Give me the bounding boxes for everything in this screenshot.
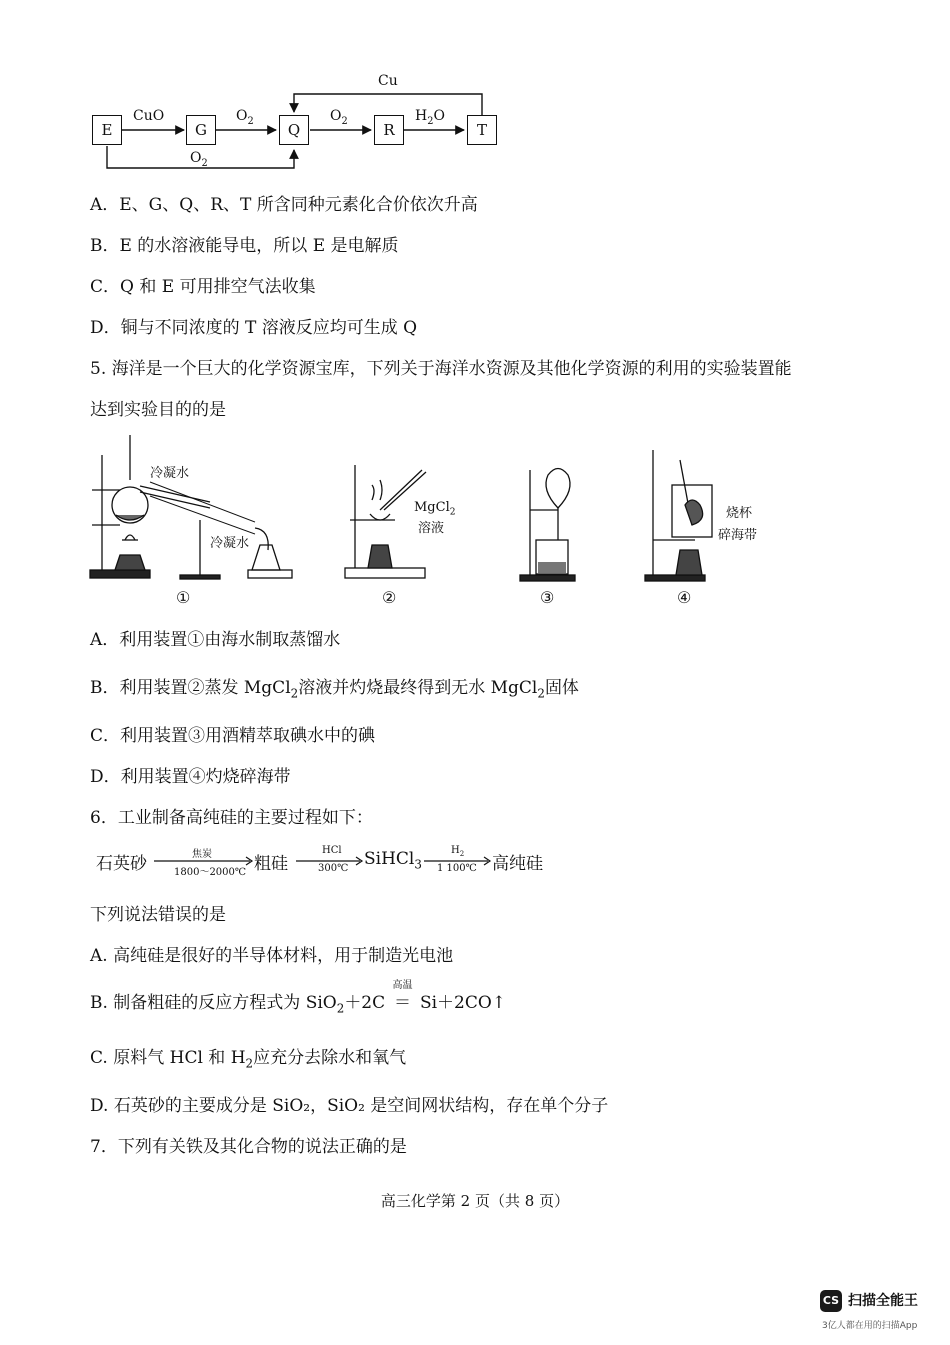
q6-sub-stem: 下列说法错误的是	[90, 905, 226, 925]
label-o2-gq: $O_2$	[236, 108, 254, 127]
eq-sihcl3: SiHCl$_3$	[364, 849, 422, 872]
eq-cond2-bottom: 300℃	[318, 863, 349, 874]
q5-option-a: A．利用装置①由海水制取蒸馏水	[90, 630, 341, 650]
eq-pure-si: 高纯硅	[492, 854, 543, 874]
eq-cond3-bottom: 1 100℃	[437, 863, 477, 874]
apparatus-funnel	[520, 469, 575, 582]
label-cooling-water-in: 冷凝水	[150, 466, 190, 481]
apparatus-number-4: ④	[677, 588, 692, 607]
apparatus-burning	[645, 450, 712, 581]
node-t: T	[467, 115, 497, 145]
page-footer: 高三化学第 2 页（共 8 页）	[380, 1192, 570, 1210]
label-o2-bottom: $O_2$	[190, 150, 208, 169]
q5-option-b: B．利用装置②蒸发 MgCl$_2$溶液并灼烧最终得到无水 MgCl$_2$固体	[90, 678, 579, 701]
eq-cond1-bottom: 1800～2000℃	[174, 867, 247, 878]
apparatus-distillation	[90, 435, 292, 579]
label-cu: Cu	[378, 73, 398, 89]
label-o2-qr: $O_2$	[330, 108, 348, 127]
arrow-t-q-cu	[294, 94, 482, 115]
apparatus-evaporation	[345, 465, 426, 578]
flow-connectors	[0, 0, 520, 180]
label-solution: 溶液	[418, 521, 445, 536]
apparatus-number-1: ①	[176, 588, 191, 607]
eq-arrows	[96, 845, 556, 875]
eq-crude-si: 粗硅	[254, 854, 288, 874]
q5-stem-line1: 5. 海洋是一个巨大的化学资源宝库，下列关于海洋水资源及其他化学资源的利用的实验装置能	[90, 359, 792, 379]
q5-option-d: D．利用装置④灼烧碎海带	[90, 767, 291, 787]
label-seaweed: 碎海带	[718, 528, 758, 543]
camscanner-brand: 扫描全能王	[848, 1293, 918, 1309]
q4-option-a: A．E、G、Q、R、T 所含同种元素化合价依次升高	[90, 195, 478, 215]
node-e: E	[92, 115, 122, 145]
q6-option-b: B. 制备粗硅的反应方程式为 SiO$_2$＋2C 高温 ＝ Si＋2CO↑	[90, 988, 506, 1015]
node-r: R	[374, 115, 404, 145]
label-mgcl2: MgCl$_2$	[414, 500, 456, 518]
q6-option-c: C. 原料气 HCl 和 $H_2$应充分去除水和氧气	[90, 1048, 407, 1071]
label-h2o: $H_2O$	[415, 108, 445, 127]
eq-cond2-top: HCl	[322, 845, 342, 856]
node-g: G	[186, 115, 216, 145]
q5-option-c: C．利用装置③用酒精萃取碘水中的碘	[90, 726, 376, 746]
eq-quartz-sand: 石英砂	[96, 854, 147, 874]
q6-stem: 6．工业制备高纯硅的主要过程如下：	[90, 808, 373, 828]
eq-cond1-top: 焦炭	[192, 849, 212, 860]
label-beaker: 烧杯	[726, 506, 753, 521]
q4-option-c: C．Q 和 E 可用排空气法收集	[90, 277, 316, 297]
q7-stem: 7．下列有关铁及其化合物的说法正确的是	[90, 1137, 407, 1157]
eq-cond3-top: $H_2$	[451, 845, 465, 858]
label-cooling-water-out: 冷凝水	[210, 536, 250, 551]
q5-stem-line2: 达到实验目的的是	[90, 400, 226, 420]
camscanner-slogan: 3亿人都在用的扫描App	[822, 1321, 918, 1331]
q6-option-d: D. 石英砂的主要成分是 SiO₂，SiO₂ 是空间网状结构，存在单个分子	[90, 1096, 609, 1116]
q4-option-d: D．铜与不同浓度的 T 溶液反应均可生成 Q	[90, 318, 418, 338]
q6-option-a: A. 高纯硅是很好的半导体材料，用于制造光电池	[90, 946, 454, 966]
node-q: Q	[279, 115, 309, 145]
apparatus-number-3: ③	[540, 588, 555, 607]
label-cuo: CuO	[133, 108, 165, 124]
q4-option-b: B．E 的水溶液能导电，所以 E 是电解质	[90, 236, 399, 256]
camscanner-logo: CS	[820, 1290, 842, 1312]
apparatus-number-2: ②	[382, 588, 397, 607]
q6-option-b-cond: 高温	[392, 980, 413, 991]
